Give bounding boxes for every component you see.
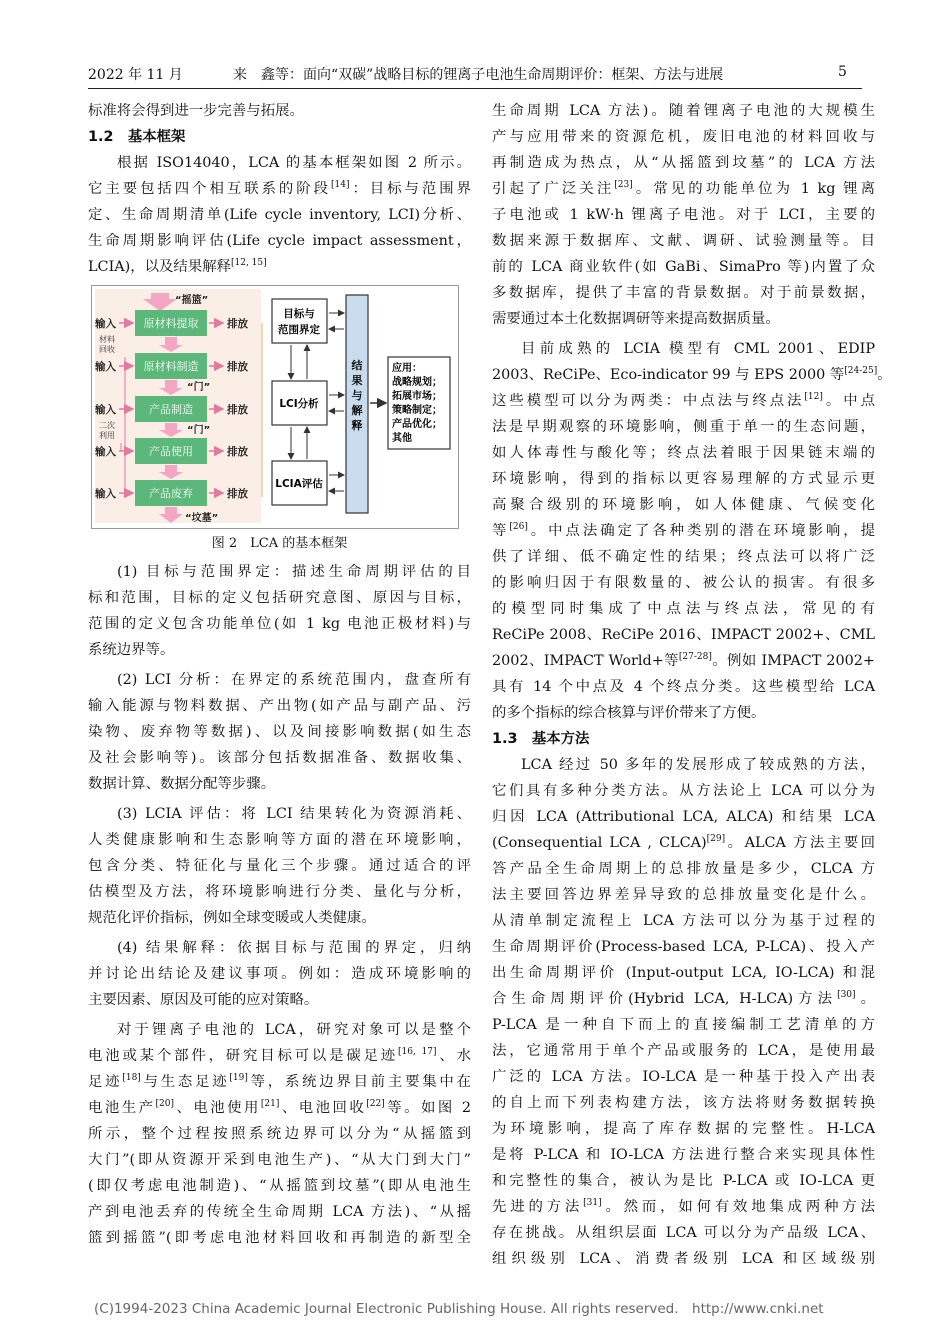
interpretation-char: 与 — [351, 389, 363, 402]
application-item: 策略制定； — [392, 405, 442, 416]
paragraph-line: 足迹[18]与生态足迹[19]等，系统边界目前主要集中在 — [88, 1073, 471, 1090]
paragraph-line: 存在挑战。从组织层面 LCA 可以分为产品级 LCA、 — [492, 1225, 875, 1241]
figure-caption: 图 2 LCA 的基本框架 — [211, 536, 348, 551]
output-label: 排放 — [227, 446, 248, 458]
stage-label: 原材料制造 — [143, 360, 199, 373]
paragraph-line: 环境影响，得到的指标以更容易理解的方式显示更 — [492, 471, 875, 487]
paragraph-line: 规范化评价指标，例如全球变暖或人类健康。 — [88, 910, 376, 926]
paragraph-line: 染物、废弃物等数据)、以及间接影响数据(如生态 — [88, 724, 471, 740]
paragraph-line: 它主要包括四个相互联系的阶段[14]：目标与范围界 — [88, 180, 471, 197]
citation: [23] — [614, 180, 633, 191]
paragraph-line: 生命周期 LCA 方法)。随着锂离子电池的大规模生 — [492, 103, 875, 119]
paragraph-line: (4) 结果解释：依据目标与范围的界定，归纳 — [117, 940, 471, 956]
stage-label: 原材料提取 — [143, 317, 199, 330]
citation: [27-28] — [678, 652, 712, 663]
running-header — [88, 58, 862, 88]
citation: [16, 17] — [398, 1047, 437, 1058]
paragraph-line: 法主要回答边界差异导致的总排放量变化是什么。 — [492, 887, 875, 903]
figure-2-lca-framework — [91, 285, 459, 529]
paragraph-line: 供了详细、低不确定性的结果；终点法可以将广泛 — [492, 549, 875, 565]
right-column — [492, 98, 892, 1272]
citation: [20] — [155, 1099, 174, 1110]
paragraph-line: 生命周期评价(Process-based LCA, P-LCA)、投入产 — [492, 939, 875, 955]
paragraph-line: 标准将会得到进一步完善与拓展。 — [88, 103, 304, 119]
label-gate: “门” — [187, 382, 211, 393]
lci-label: LCI分析 — [279, 398, 319, 410]
paragraph-line: 归因 LCA (Attributional LCA, ALCA) 和结果 LCA — [492, 809, 875, 825]
paragraph-line: 包含分类、特征化与量化三个步骤。通过适合的评 — [88, 858, 471, 874]
output-label: 排放 — [227, 488, 248, 500]
paragraph-line: 答产品全生命周期上的总排放量是多少，CLCA 方 — [492, 861, 875, 877]
lcia-label: LCIA评估 — [275, 478, 323, 490]
paragraph-line: 子电池或 1 kW·h 锂离子电池。对于 LCI，主要的 — [492, 207, 875, 223]
paragraph-line: 的模型同时集成了中点法与终点法，常见的有 — [492, 601, 875, 617]
paragraph-line: 定、生命周期清单(Life cycle inventory, LCI)分析、 — [88, 207, 471, 223]
framework-diagram — [91, 285, 459, 529]
input-label: 输入 — [95, 361, 116, 373]
paragraph-line: 引起了广泛关注[23]。常见的功能单位为 1 kg 锂离 — [492, 180, 875, 197]
input-label: 输入 — [95, 318, 116, 330]
citation: [26] — [509, 522, 528, 533]
paragraph-line: 法是早期观察的环境影响，侧重于单一的生态问题， — [492, 419, 875, 435]
citation: [12, 15] — [231, 258, 267, 269]
header-page-number: 5 — [838, 64, 847, 80]
paragraph-line: 对于锂离子电池的 LCA，研究对象可以是整个 — [117, 1022, 471, 1038]
paragraph-line: 及社会影响等)。该部分包括数据准备、数据收集、 — [88, 750, 471, 766]
paragraph-line: 人类健康影响和生态影响等方面的潜在环境影响， — [88, 832, 471, 848]
paragraph-line: P-LCA 是一种自下而上的直接编制工艺清单的方 — [492, 1017, 875, 1033]
header-authors-title: 来 鑫等：面向“双碳”战略目标的锂离子电池生命周期评价：框架、方法与进展 — [233, 67, 724, 83]
input-label: 输入 — [95, 446, 116, 458]
paragraph-line: 如人体毒性与酸化等；终点法着眼于因果链末端的 — [492, 445, 875, 461]
paragraph-line: (Consequential LCA , CLCA)[29]。ALCA 方法主要回 — [492, 834, 875, 851]
citation: [14] — [331, 180, 350, 191]
interpretation-char: 释 — [351, 419, 363, 432]
paragraph-line: 需要通过本土化数据调研等来提高数据质量。 — [492, 311, 780, 327]
header-date: 2022 年 11 月 — [88, 67, 183, 83]
paragraph-line: 并讨论出结论及建议事项。例如：造成环境影响的 — [88, 966, 471, 982]
application-item: 拓展市场； — [392, 391, 442, 402]
stage-label: 产品废弃 — [149, 487, 193, 500]
input-label: 输入 — [95, 404, 116, 416]
paragraph-line: (2) LCI 分析：在界定的系统范围内，盘查所有 — [117, 672, 471, 688]
goal-scope-line2: 范围界定 — [278, 324, 320, 336]
application-item: 应用： — [392, 363, 422, 374]
application-item: 产品优化； — [392, 419, 442, 430]
paragraph-line: 广泛的 LCA 方法。IO-LCA 是一种基于投入产出表 — [492, 1069, 875, 1085]
citation: [31] — [583, 1198, 602, 1209]
paragraph-line: 2003、ReCiPe、Eco-indicator 99 与 EPS 2000 等[24-25]。 — [492, 366, 892, 383]
paragraph-line: 生命周期影响评估(Life cycle impact assessment， — [88, 233, 471, 249]
paragraph-line: 的影响归因于有限数量的、被公认的损害。有很多 — [492, 575, 875, 591]
paragraph-line: 合生命周期评价(Hybrid LCA, H-LCA)方法[30]。 — [492, 990, 875, 1007]
header-rule — [88, 88, 862, 89]
application-item: 其他 — [392, 433, 412, 444]
paragraph-line: 篮到摇篮”(即考虑电池材料回收和再制造的新型全 — [88, 1230, 471, 1246]
paragraph-line: 先进的方法[31]。然而，如何有效地集成两种方法 — [492, 1198, 875, 1215]
citation: [30] — [837, 990, 856, 1001]
paragraph-line: LCA 经过 50 多年的发展形成了较成熟的方法， — [521, 757, 875, 773]
reuse-label: 二次 — [99, 421, 115, 430]
section-heading-1-2: 1.2 基本框架 — [88, 129, 186, 145]
paragraph-line: 数据来源于数据库、文献、调研、试验测量等。目 — [492, 233, 875, 249]
paragraph-line: (即仅考虑电池制造)、“从摇篮到坟墓”(即从电池生 — [88, 1178, 471, 1194]
output-label: 排放 — [227, 318, 248, 330]
application-item: 战略规划； — [392, 377, 442, 388]
goal-scope-box — [272, 299, 327, 343]
paragraph-line: 系统边界等。 — [88, 642, 175, 658]
paragraph-line: 前的 LCA 商业软件(如 GaBi、SimaPro 等)内置了众 — [492, 259, 875, 275]
paragraph-line: 等[26]。中点法确定了各种类别的潜在环境影响，提 — [492, 522, 875, 539]
paragraph-line: 所示，整个过程按照系统边界可以分为“从摇篮到 — [88, 1126, 471, 1142]
citation: [12] — [804, 392, 823, 403]
reuse-label: 利用 — [99, 431, 115, 440]
citation: [22] — [366, 1099, 385, 1110]
paragraph-line: LCIA)，以及结果解释[12, 15] — [88, 258, 267, 275]
paragraph-line: 法，它通常用于单个产品或服务的 LCA，是使用最 — [492, 1043, 875, 1059]
citation: [19] — [229, 1073, 248, 1084]
citation: [29] — [706, 834, 726, 845]
output-label: 排放 — [227, 404, 248, 416]
paragraph-line: 的自上而下列表构建方法，该方法将财务数据转换 — [492, 1095, 875, 1111]
left-column — [88, 98, 471, 1251]
paragraph-line: 2002、IMPACT World+等[27-28]。例如 IMPACT 2002+ — [492, 652, 875, 669]
recycle-label: 回收 — [99, 345, 115, 354]
recycle-label: 材料 — [99, 335, 115, 344]
paragraph-line: 组织级别 LCA、消费者级别 LCA 和区域级别 — [492, 1251, 875, 1267]
interpretation-char: 解 — [351, 404, 363, 417]
paragraph-line: ReCiPe 2008、ReCiPe 2016、IMPACT 2002+、CML — [492, 627, 875, 643]
paragraph-line: 的多个指标的综合核算与评价带来了方便。 — [492, 705, 766, 721]
paragraph-line: 高聚合级别的环境影响，如人体健康、气候变化 — [492, 497, 875, 513]
paragraph-line: 根据 ISO14040，LCA 的基本框架如图 2 所示。 — [117, 155, 471, 171]
goal-scope-line1: 目标与 — [283, 308, 315, 320]
stage-label: 产品制造 — [149, 403, 193, 416]
copyright-footer: (C)1994-2023 China Academic Journal Electronic Publishing House. All rights reserved. http://www.cnki.net — [94, 1301, 824, 1317]
paragraph-line: 出生命周期评价 (Input-output LCA, IO-LCA) 和混 — [492, 965, 875, 981]
citation: [24-25] — [844, 366, 878, 377]
interpretation-char: 果 — [351, 374, 363, 387]
paragraph-line: (3) LCIA 评估：将 LCI 结果转化为资源消耗、 — [117, 806, 471, 822]
paragraph-line: 电池生产[20]、电池使用[21]、电池回收[22]等。如图 2 — [88, 1099, 471, 1116]
paragraph-line: 电池或某个部件，研究目标可以是碳足迹[16, 17]、水 — [88, 1047, 471, 1064]
paragraph-line: 和完整性的集合，被认为是比 P-LCA 或 IO-LCA 更 — [492, 1173, 875, 1189]
paragraph-line: (1) 目标与范围界定：描述生命周期评估的目 — [117, 564, 471, 580]
paragraph-line: 为环境影响，提高了库存数据的完整性。H-LCA — [492, 1121, 875, 1137]
label-cradle: “摇篮” — [175, 295, 209, 306]
paragraph-line: 输入能源与物料数据、产出物(如产品与副产品、污 — [88, 698, 471, 714]
citation: [21] — [260, 1099, 280, 1110]
paragraph-line: 估模型及方法，将环境影响进行分类、量化与分析， — [88, 884, 471, 900]
label-grave: “坟墓” — [185, 513, 219, 524]
paragraph-line: 它们具有多种分类方法。从方法论上 LCA 可以分为 — [492, 783, 875, 799]
paragraph-line: 多数据库，提供了丰富的背景数据。对于前景数据， — [492, 285, 875, 301]
paragraph-line: 再制造成为热点，从“从摇篮到坟墓”的 LCA 方法 — [492, 155, 875, 171]
interpretation-char: 结 — [351, 359, 363, 372]
paragraph-line: 产与应用带来的资源危机，废旧电池的材料回收与 — [492, 129, 875, 145]
input-label: 输入 — [95, 488, 116, 500]
paragraph-line: 从清单制定流程上 LCA 方法可以分为基于过程的 — [492, 913, 875, 929]
paragraph-line: 这些模型可以分为两类：中点法与终点法[12]。中点 — [492, 392, 875, 409]
paragraph-line: 目前成熟的 LCIA 模型有 CML 2001、EDIP — [521, 341, 875, 357]
label-gate: “门” — [187, 425, 211, 436]
paragraph-line: 标和范围，目标的定义包括研究意图、原因与目标， — [88, 590, 471, 606]
output-label: 排放 — [227, 361, 248, 373]
paragraph-line: 产到电池丢弃的传统全生命周期 LCA 方法)、“从摇 — [88, 1204, 471, 1220]
paragraph-line: 数据计算、数据分配等步骤。 — [88, 776, 276, 792]
paragraph-line: 是将 P-LCA 和 IO-LCA 方法进行整合来实现具体性 — [492, 1147, 875, 1163]
section-heading-1-3: 1.3 基本方法 — [492, 731, 590, 747]
stage-label: 产品使用 — [149, 445, 193, 458]
paragraph-line: 具有 14 个中点及 4 个终点分类。这些模型给 LCA — [492, 679, 875, 695]
paragraph-line: 主要因素、原因及可能的应对策略。 — [88, 992, 319, 1008]
paragraph-line: 大门”(即从资源开采到电池生产)、“从大门到大门” — [88, 1152, 471, 1168]
citation: [18] — [122, 1073, 141, 1084]
paragraph-line: 范围的定义包含功能单位(如 1 kg 电池正极材料)与 — [88, 616, 471, 632]
